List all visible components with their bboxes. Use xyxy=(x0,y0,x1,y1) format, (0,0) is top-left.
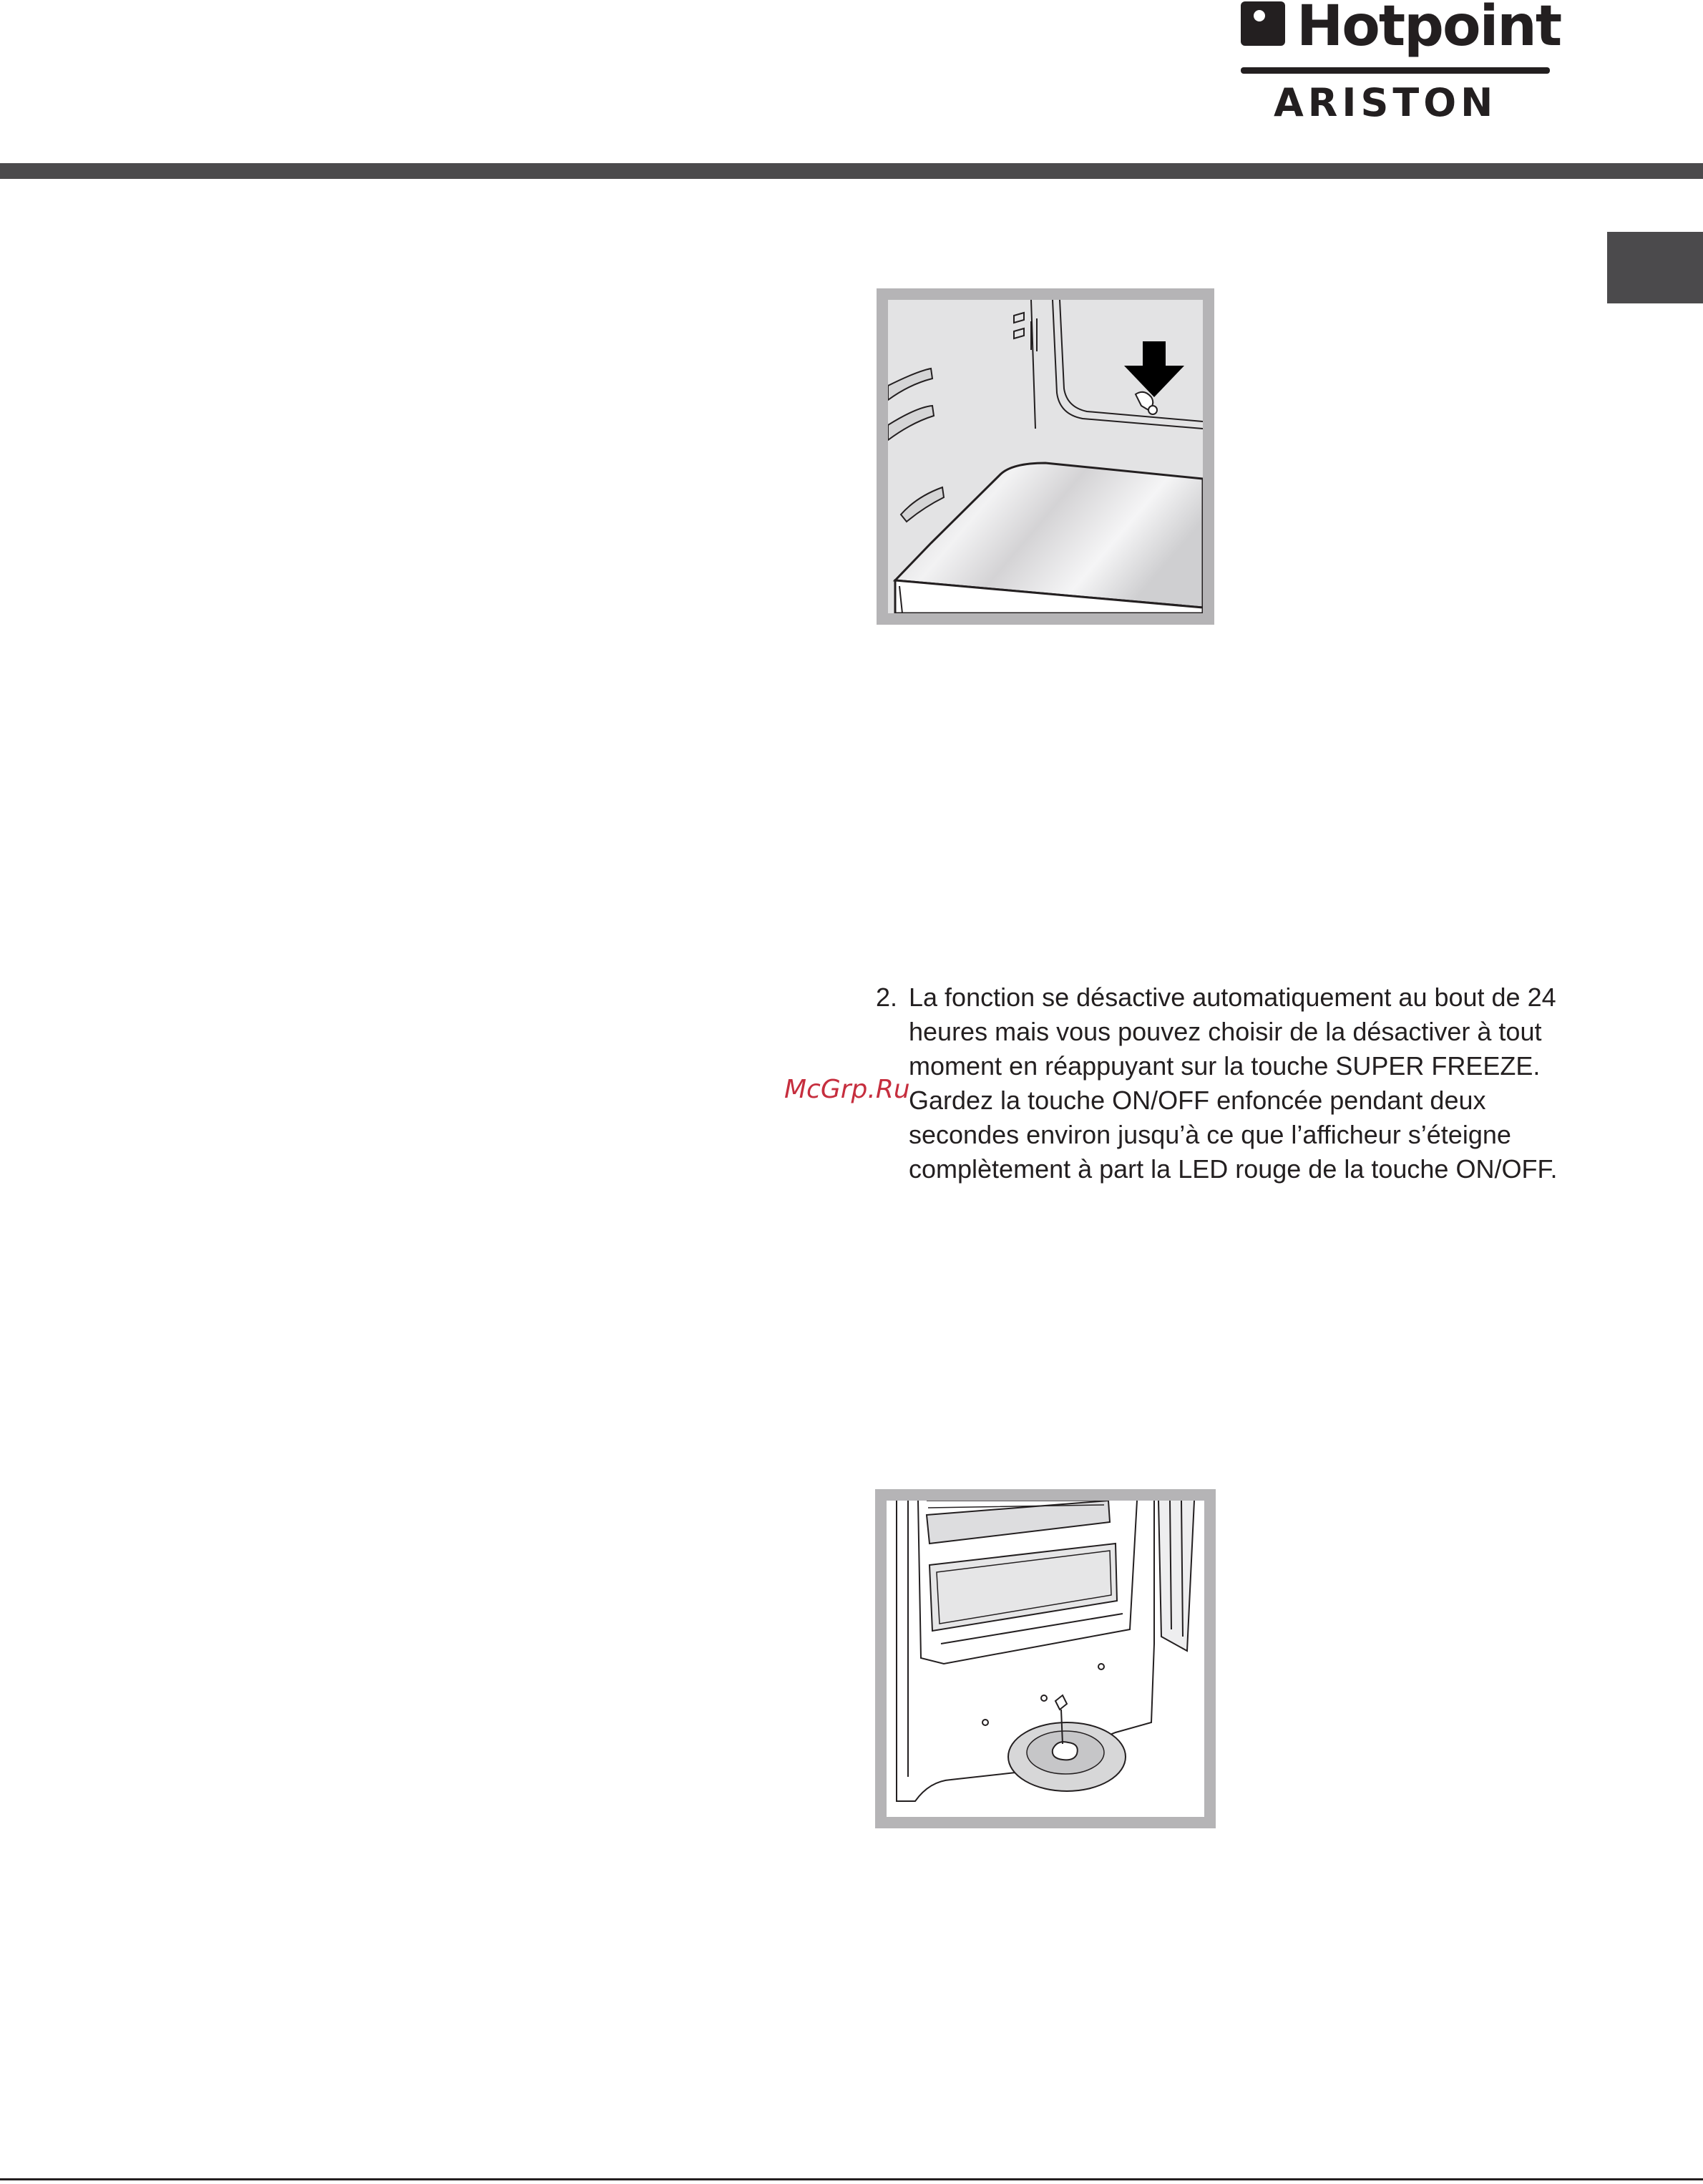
logo-divider xyxy=(1241,67,1550,74)
freezer-shelf-illustration xyxy=(877,288,1214,625)
instruction-text: La fonction se désactive automatiquement au bout de 24 heures mais vous pouvez choisir de la désactiver à tout moment en réappuyant sur la touche SUPER FREEZE. Gardez la touche ON/OFF enfoncée pendant deux secondes environ jusqu’à ce que l’afficheur s’éteigne complètement à part la LED rouge de la touche ON/OFF. xyxy=(909,983,1558,1184)
defrost-drain-illustration xyxy=(875,1489,1216,1828)
watermark-text: McGrp.Ru xyxy=(784,1075,910,1104)
hotpoint-ariston-logo xyxy=(1238,0,1561,129)
instruction-item-2 xyxy=(876,980,1563,1186)
header-divider-bar xyxy=(0,163,1703,179)
instruction-number: 2. xyxy=(876,983,898,1012)
language-section-tab xyxy=(1607,232,1703,303)
brand-name: Hotpoint xyxy=(1297,0,1561,59)
footer-rule xyxy=(0,2178,1703,2180)
sub-brand-name: ARISTON xyxy=(1274,80,1498,125)
water-puddle xyxy=(1053,1742,1078,1760)
freezer-shelf-drawing xyxy=(888,300,1203,613)
brand-mark-icon xyxy=(1241,1,1285,46)
defrost-drain-drawing xyxy=(887,1501,1204,1817)
